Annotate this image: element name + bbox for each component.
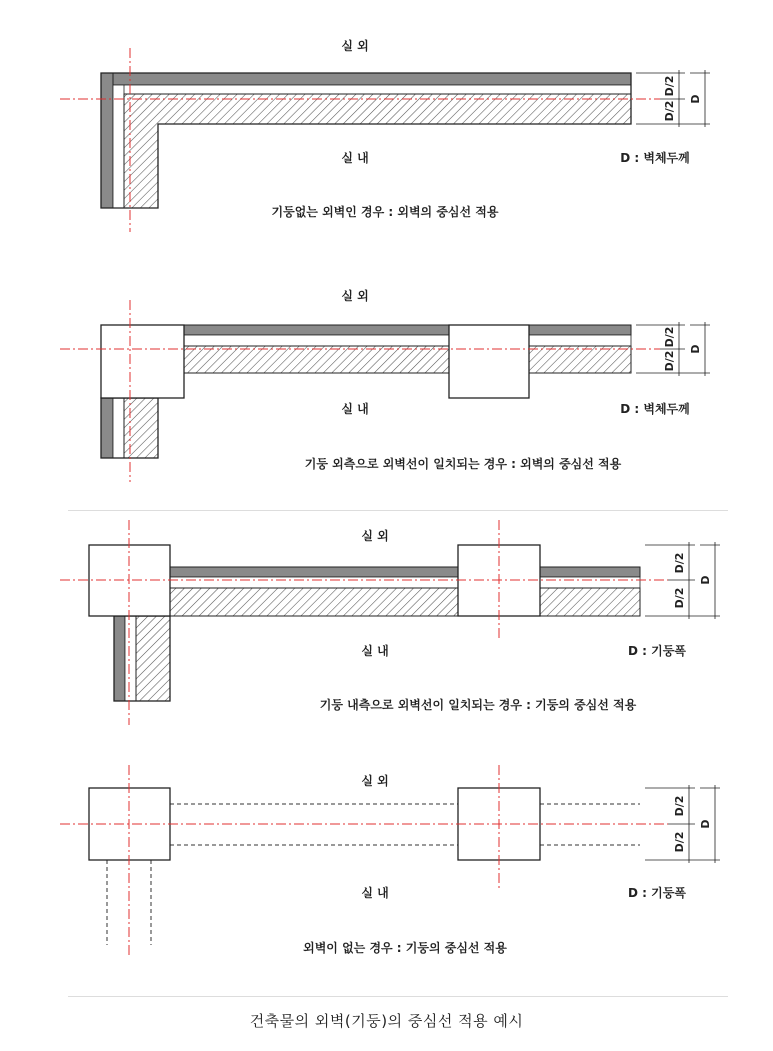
panel-2-outdoor-label: 실 외: [341, 289, 369, 303]
panel-1-wall-gap: [113, 85, 631, 94]
panel-2-note: D : 벽체두께: [620, 402, 690, 416]
panel-3-outdoor-label: 실 외: [361, 529, 389, 543]
panel-1-lower-half-label: D/2: [663, 100, 676, 122]
panel-3-column-inner-aligned: [60, 520, 720, 725]
panel-4-indoor-label: 실 내: [361, 886, 389, 900]
panel-4-upper-half-label: D/2: [673, 795, 686, 817]
panel-2-vertical-wall: [124, 398, 158, 458]
panel-2-corner-column: [101, 325, 184, 398]
panel-2-column-outer-aligned: [60, 288, 710, 482]
panel-3-indoor-label: 실 내: [361, 644, 389, 658]
panel-2-d-label: D: [689, 344, 702, 354]
panel-2-indoor-label: 실 내: [341, 402, 369, 416]
panel-3-upper-half-label: D/2: [673, 552, 686, 574]
panel-3-lower-half-label: D/2: [673, 587, 686, 609]
panel-3-d-label: D: [699, 575, 712, 585]
panel-3-wall-segment-b: [540, 588, 640, 616]
panel-1-outdoor-label: 실 외: [341, 39, 369, 53]
panel-1-vertical-wall-gap: [113, 85, 124, 208]
panel-3-caption: 기둥 내측으로 외벽선이 일치되는 경우 : 기둥의 중심선 적용: [319, 698, 637, 712]
panel-2-caption: 기둥 외측으로 외벽선이 일치되는 경우 : 외벽의 중심선 적용: [304, 457, 622, 471]
panel-1-indoor-label: 실 내: [341, 151, 369, 165]
panel-1-wall-outer-band: [101, 73, 631, 85]
panel-4-no-wall: [60, 765, 720, 955]
panel-1-wall-inner-hatch: [124, 94, 631, 208]
panel-1-upper-half-label: D/2: [663, 75, 676, 97]
panel-4-caption: 외벽이 없는 경우 : 기둥의 중심선 적용: [303, 941, 507, 955]
panel-4-note: D : 기둥폭: [628, 886, 686, 900]
panel-1-vertical-wall-outer-band: [101, 73, 113, 208]
panel-4-lower-half-label: D/2: [673, 831, 686, 853]
panel-4-d-label: D: [699, 819, 712, 829]
caption-separator: [68, 996, 728, 997]
panel-1-no-column: [60, 38, 710, 232]
panel-separator: [68, 510, 728, 511]
panel-2-middle-column: [449, 325, 529, 398]
figure-caption: 건축물의 외벽(기둥)의 중심선 적용 예시: [249, 1012, 524, 1030]
panel-3-vertical-wall: [136, 616, 170, 701]
panel-1-note: D : 벽체두께: [620, 151, 690, 165]
panel-2-wall-segment-b: [529, 346, 631, 373]
panel-2-wall-segment-a: [184, 346, 449, 373]
panel-3-wall-segment-a: [170, 588, 458, 616]
panel-1-caption: 기둥없는 외벽인 경우 : 외벽의 중심선 적용: [271, 205, 499, 219]
panel-1-d-label: D: [689, 94, 702, 104]
panel-4-outdoor-label: 실 외: [361, 774, 389, 788]
panel-3-note: D : 기둥폭: [628, 644, 686, 658]
panel-2-upper-half-label: D/2: [663, 326, 676, 348]
panel-2-lower-half-label: D/2: [663, 350, 676, 372]
